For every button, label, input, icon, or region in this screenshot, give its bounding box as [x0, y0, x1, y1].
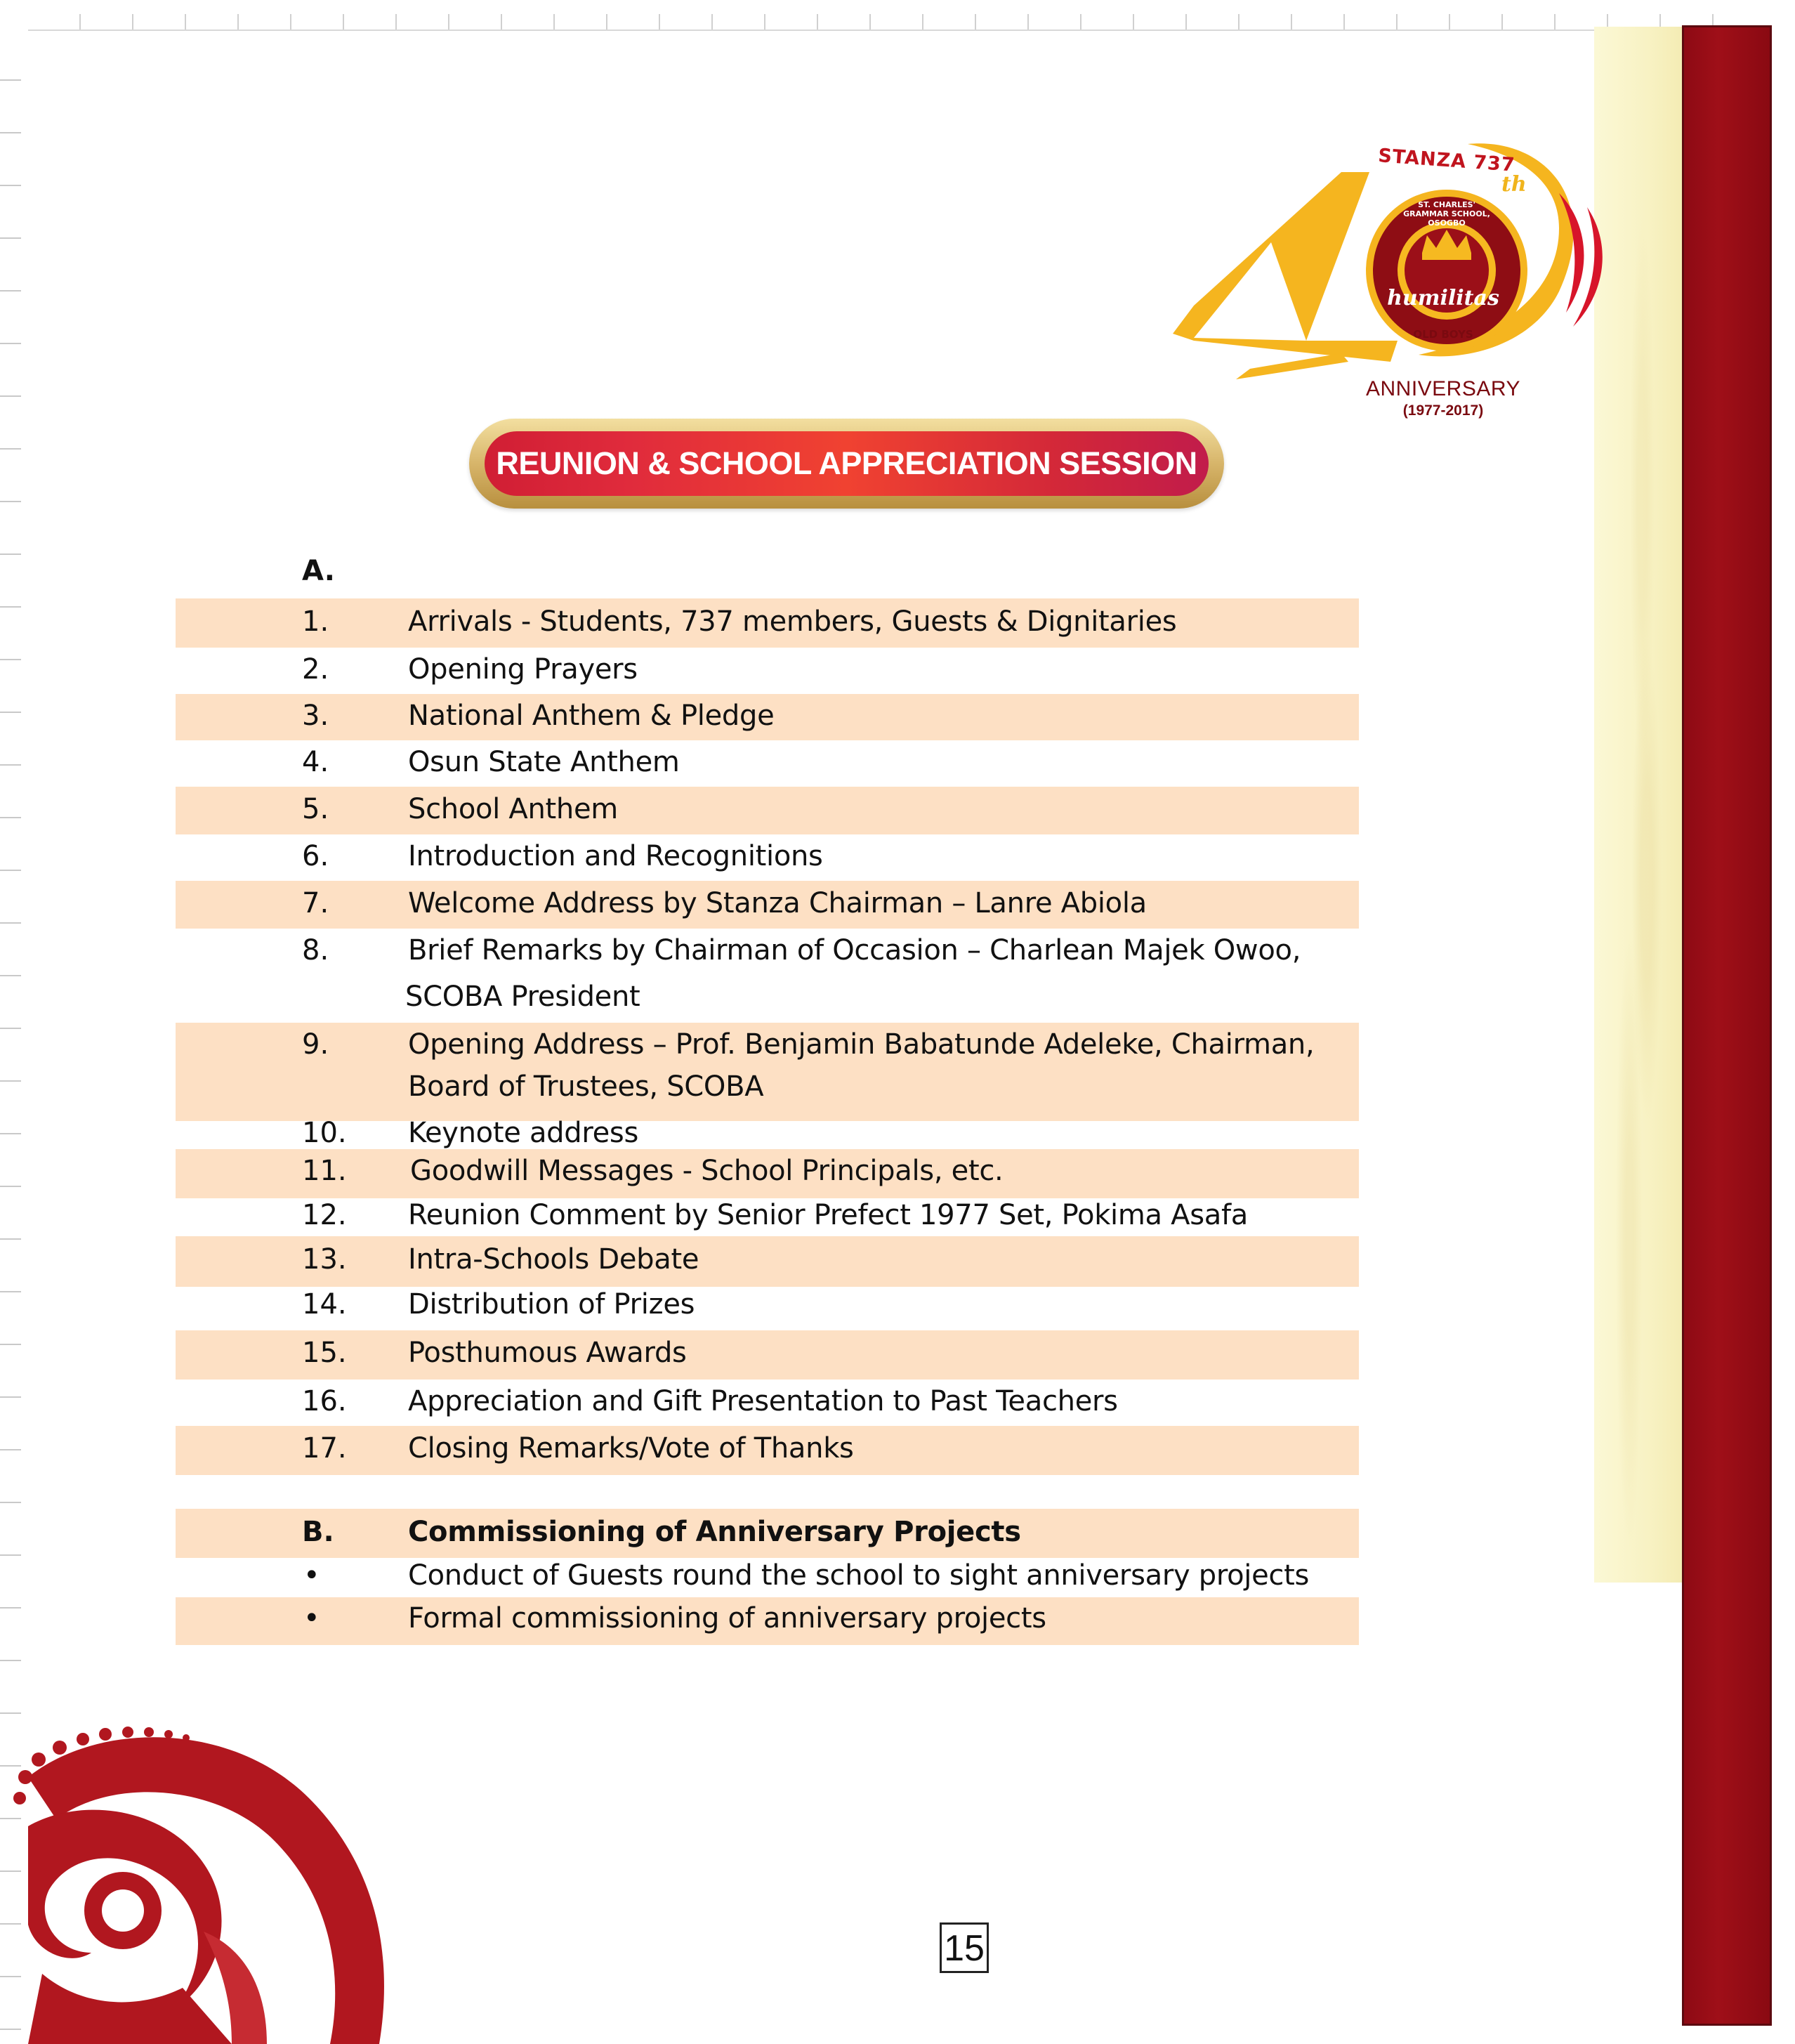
agenda-item-text: Introduction and Recognitions — [408, 840, 823, 872]
agenda-item — [176, 1426, 1359, 1475]
agenda-item — [176, 598, 1359, 648]
agenda-item — [176, 929, 1359, 1023]
logo-motto: humilitas — [1387, 286, 1499, 310]
agenda-item-number: 10. — [302, 1117, 347, 1149]
anniversary-logo — [1166, 130, 1643, 425]
agenda-item-text: Keynote address — [408, 1117, 639, 1149]
agenda-item-text: Conduct of Guests round the school to sight anniversary projects — [408, 1559, 1310, 1592]
agenda-item-text: Goodwill Messages - School Principals, etc. — [410, 1155, 1004, 1187]
bullet-icon: • — [303, 1602, 320, 1634]
agenda-item — [176, 1198, 1359, 1236]
title-banner-inner — [485, 431, 1209, 496]
agenda-item — [176, 1380, 1359, 1426]
title-banner — [469, 419, 1224, 509]
agenda-item-text-continued: SCOBA President — [405, 981, 640, 1013]
section-b-heading: Commissioning of Anniversary Projects — [408, 1516, 1021, 1548]
agenda-item — [176, 787, 1359, 834]
agenda-item — [176, 1330, 1359, 1380]
logo-years: (1977-2017) — [1402, 402, 1484, 419]
agenda-item-text: National Anthem & Pledge — [408, 700, 775, 732]
logo-ordinal-suffix: th — [1501, 172, 1527, 197]
section-a-label: A. — [302, 555, 335, 587]
agenda-item-text: Reunion Comment by Senior Prefect 1977 Set, Pokima Asafa — [408, 1199, 1248, 1231]
agenda-item-text: School Anthem — [408, 793, 618, 825]
agenda-item-number: 4. — [302, 746, 329, 778]
agenda-item-text: Formal commissioning of anniversary projects — [408, 1602, 1046, 1634]
red-side-band — [1682, 25, 1772, 2026]
agenda-item-number: 12. — [302, 1199, 347, 1231]
page-title: REUNION & SCHOOL APPRECIATION SESSION — [496, 445, 1197, 481]
agenda-item-number: 11. — [302, 1155, 347, 1187]
agenda-item-text-continued: Board of Trustees, SCOBA — [408, 1070, 764, 1103]
agenda-item — [176, 740, 1359, 787]
agenda-item-text: Opening Prayers — [408, 653, 638, 686]
logo-school-name: ST. CHARLES' GRAMMAR SCHOOL, OSOGBO — [1403, 200, 1490, 228]
agenda-item-number: 3. — [302, 700, 329, 732]
agenda-item — [176, 1117, 1359, 1149]
agenda-item — [176, 694, 1359, 740]
agenda-item-number: 6. — [302, 840, 329, 872]
agenda-item-text: Closing Remarks/Vote of Thanks — [408, 1432, 854, 1465]
agenda-item-number: 7. — [302, 887, 329, 919]
agenda-item — [176, 1023, 1359, 1121]
section-b-label: B. — [302, 1516, 334, 1548]
agenda-item-text: Welcome Address by Stanza Chairman – Lanre Abiola — [408, 887, 1147, 919]
agenda-item-text: Arrivals - Students, 737 members, Guests & Dignitaries — [408, 605, 1177, 638]
agenda-item — [176, 1236, 1359, 1287]
bullet-icon: • — [303, 1559, 320, 1592]
agenda-item-text: Intra-Schools Debate — [408, 1243, 699, 1276]
agenda-item — [176, 648, 1359, 694]
agenda-item — [176, 881, 1359, 929]
agenda-item-number: 16. — [302, 1385, 347, 1417]
agenda-item-number: 2. — [302, 653, 329, 686]
swirl-ornament — [0, 1679, 435, 2044]
agenda-item-number: 1. — [302, 605, 329, 638]
section-b-heading-row — [176, 1509, 1359, 1558]
agenda-bullet-item — [176, 1597, 1359, 1645]
agenda-item-text: Brief Remarks by Chairman of Occasion – Charlean Majek Owoo, — [408, 934, 1301, 967]
agenda-item-text: Osun State Anthem — [408, 746, 680, 778]
agenda-item-number: 14. — [302, 1288, 347, 1321]
agenda-item — [176, 1287, 1359, 1330]
agenda-item — [176, 834, 1359, 881]
agenda-item — [176, 1149, 1359, 1198]
agenda-item-text: Posthumous Awards — [408, 1337, 687, 1369]
logo-old-boys: OLD BOYS — [1413, 328, 1473, 341]
agenda-item-number: 17. — [302, 1432, 347, 1465]
agenda-item-text: Distribution of Prizes — [408, 1288, 695, 1321]
crop-marks-top — [28, 14, 1756, 31]
agenda-item-text: Opening Address – Prof. Benjamin Babatunde Adeleke, Chairman, — [408, 1028, 1315, 1061]
agenda-bullet-item — [176, 1558, 1359, 1597]
page-number: 15 — [940, 1922, 989, 1973]
agenda-item-number: 8. — [302, 934, 329, 967]
agenda-item-number: 9. — [302, 1028, 329, 1061]
logo-stanza-text: STANZA 737 — [1377, 145, 1516, 176]
logo-anniversary-label: ANNIVERSARY — [1365, 377, 1520, 400]
agenda-item-text: Appreciation and Gift Presentation to Past Teachers — [408, 1385, 1118, 1417]
agenda-item-number: 13. — [302, 1243, 347, 1276]
agenda-item-number: 15. — [302, 1337, 347, 1369]
agenda-item-number: 5. — [302, 793, 329, 825]
